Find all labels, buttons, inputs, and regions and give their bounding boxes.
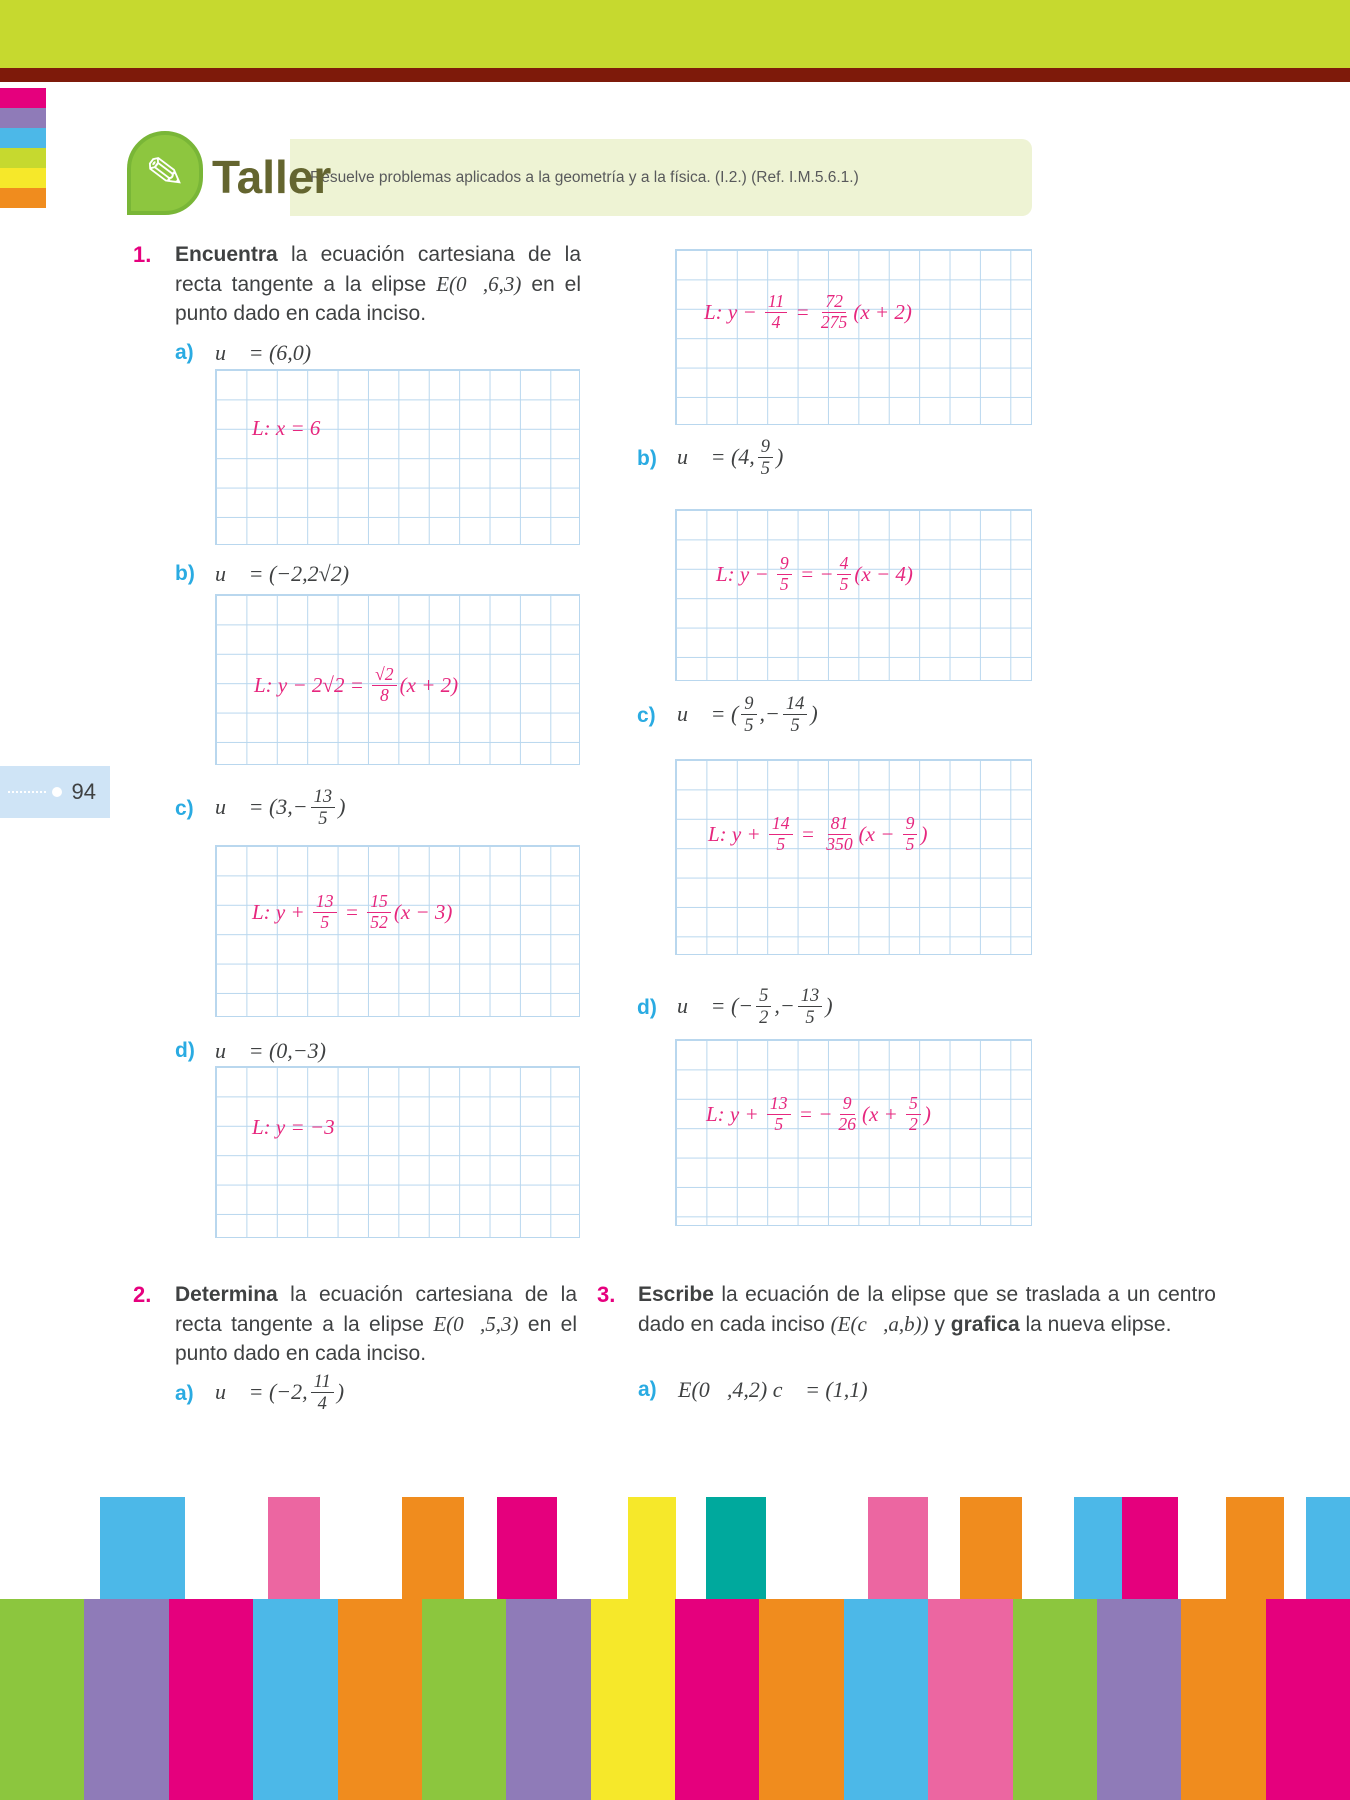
answer-1b: L: y − 2√2 = $\frac{√2}{8}$ (x + 2) [254,664,459,705]
footer-block [0,1599,84,1800]
item-1a-given: u⃗ = (6,0) [215,340,312,365]
answer-grid-rc [675,759,1032,955]
item-3a [638,1377,868,1403]
footer-block [868,1497,928,1599]
item-rd-label: d) [637,996,657,1020]
item-1c-label: c) [175,797,194,821]
footer-block [402,1497,464,1599]
item-rc-given: u⃗ = ( $\frac{9}{5}$ ,− $\frac{14}{5}$ ) [677,693,818,735]
footer-block [84,1599,168,1800]
fraction: $\frac{15}{52}$ [367,892,391,933]
footer-block [1097,1599,1181,1800]
fraction: $\frac{81}{350}$ [826,813,853,854]
footer-block [422,1599,506,1800]
exercise2-number: 2. [133,1282,152,1307]
footer-block [1181,1599,1265,1800]
footer-block [268,1497,320,1599]
item-rd [637,987,833,1029]
skill-banner [290,139,1032,216]
answer-grid-rd [675,1039,1032,1226]
answer-1c: L: y + $\frac{13}{5}$ = $\frac{15}{52}$ (x − 3) [252,891,453,932]
footer-top-row [0,1497,1350,1599]
exercise3-text3: la nueva elipse. [1019,1312,1172,1336]
footer-block [1122,1497,1178,1599]
answer-rc: L: y + $\frac{14}{5}$ = $\frac{81}{350}$ (x − $\frac{9}{5}$ ) [708,813,928,854]
footer-block [338,1599,422,1800]
fraction: $\frac{72}{275}$ [820,291,848,332]
item-rd-given: u⃗ = (− $\frac{5}{2}$ ,− $\frac{13}{5}$ ) [677,985,833,1027]
exercise3-lead2: grafica [950,1312,1020,1336]
exercise1-intro [175,241,581,329]
exercise1-number: 1. [133,242,152,267]
exercise1-inline-math: E(0⃗,6,3) [436,271,522,296]
footer-block [628,1497,676,1599]
fraction: $\frac{4}{5}$ [837,554,852,595]
fraction: $\frac{11}{4}$ [311,1371,334,1413]
fraction: $\frac{13}{5}$ [767,1094,791,1135]
item-2a [175,1373,344,1415]
item-1c-given: u⃗ = (3,− $\frac{13}{5}$ ) [215,786,346,828]
item-2a-given: u⃗ = (−2, $\frac{11}{4}$ ) [215,1371,345,1413]
footer-block [169,1599,253,1800]
item-2a-label: a) [175,1382,194,1406]
answer-grid-1a [215,369,580,545]
answer-grid-1b [215,594,580,765]
footer-block [844,1599,928,1800]
answer-r0: L: y − $\frac{11}{4}$ = $\frac{72}{275}$ (x + 2) [704,291,912,332]
footer-block [675,1599,759,1800]
edge-tab [0,168,46,188]
fraction: $\frac{13}{5}$ [313,892,337,933]
item-1a [175,340,311,366]
exercise2-inline-math: E(0⃗,5,3) [433,1311,519,1336]
fraction: $\frac{5}{2}$ [756,985,771,1027]
edge-tab [0,188,46,208]
fraction: $\frac{9}{5}$ [903,814,918,855]
exercise3-number: 3. [597,1282,616,1307]
fraction: $\frac{14}{5}$ [783,693,807,735]
edge-tab [0,88,46,108]
skill-banner-text: Resuelve problemas aplicados a la geometría y a la física. (I.2.) (Ref. I.M.5.6.1.) [310,168,859,186]
item-1d [175,1038,326,1064]
taller-badge [127,131,203,215]
answer-grid-rb [675,509,1032,681]
footer-block [591,1599,675,1800]
edge-tab [0,108,46,128]
top-accent-stripe [0,68,1350,82]
item-rb-label: b) [637,447,657,471]
item-3a-given: E(0⃗,4,2) c⃗ = (1,1) [678,1377,868,1402]
exercise3-intro [638,1281,1216,1340]
pencil-icon: ✎ [142,144,188,202]
page-number-badge [0,766,110,818]
item-1d-label: d) [175,1039,195,1062]
fraction: $\frac{9}{26}$ [838,1093,857,1134]
exercise1-text1: la ecuación cartesiana de la recta tangente a la elipse [175,243,581,296]
fraction: $\frac{13}{5}$ [311,786,335,828]
exercise3-lead: Escribe [638,1283,714,1306]
fraction: $\frac{13}{5}$ [798,985,822,1027]
footer-decoration [0,1497,1350,1800]
exercise2-lead: Determina [175,1283,278,1306]
exercise3-text1: la ecuación de la elipse que se traslada a un centro dado en cada inciso [638,1283,1216,1336]
footer-block [928,1599,1012,1800]
top-bar [0,0,1350,68]
item-1b-label: b) [175,562,195,585]
fraction: $\frac{9}{5}$ [758,436,773,478]
fraction: $\frac{√2}{8}$ [372,665,397,706]
footer-block [506,1599,590,1800]
item-1a-label: a) [175,341,194,364]
exercise3-inline-math: (E(c⃗,a,b)) [830,1311,929,1336]
answer-1a: L: x = 6 [252,416,321,440]
page-title: Taller [212,151,332,203]
footer-block [706,1497,766,1599]
answer-grid-1d [215,1066,580,1238]
footer-block [759,1599,843,1800]
answer-rd: L: y + $\frac{13}{5}$ = − $\frac{9}{26}$ (x + $\frac{5}{2}$ ) [706,1093,931,1134]
exercise1-text2: en el punto dado en cada inciso. [175,272,581,325]
fraction: $\frac{9}{5}$ [741,693,756,735]
answer-rb: L: y − $\frac{9}{5}$ = − $\frac{4}{5}$ (x − 4) [716,553,913,594]
fraction: $\frac{9}{5}$ [777,554,792,595]
footer-block [1226,1497,1284,1599]
item-rc-label: c) [637,704,656,728]
exercise3-text2: y [928,1312,951,1336]
footer-block [1306,1497,1350,1599]
footer-block [253,1599,337,1800]
item-rc [637,695,818,737]
fraction: $\frac{14}{5}$ [769,814,793,855]
item-1b-given: u⃗ = (−2,2√2) [215,561,350,586]
footer-block [1074,1497,1122,1599]
edge-tab [0,128,46,148]
page-number: 94 [71,779,96,804]
item-rb [637,438,783,480]
exercise2-text1: la ecuación cartesiana de la recta tangente a la elipse [175,1283,577,1336]
exercise1-lead: Encuentra [175,243,278,266]
fraction: $\frac{11}{4}$ [765,292,787,333]
answer-1d: L: y = −3 [252,1115,335,1139]
footer-block [960,1497,1022,1599]
exercise2-intro [175,1281,577,1369]
item-1d-given: u⃗ = (0,−3) [215,1038,326,1063]
footer-bottom-row [0,1599,1350,1800]
edge-tabs [0,88,46,208]
footer-block [1266,1599,1350,1800]
fraction: $\frac{5}{2}$ [906,1094,921,1135]
footer-block [100,1497,185,1599]
item-3a-label: a) [638,1378,657,1401]
leader-dot [52,787,62,797]
item-rb-given: u⃗ = (4, $\frac{9}{5}$ ) [677,436,784,478]
item-1b [175,561,349,587]
item-1c [175,788,345,830]
footer-block [1013,1599,1097,1800]
answer-grid-r0 [675,249,1032,425]
dotted-leader [8,791,46,793]
footer-block [497,1497,557,1599]
answer-grid-1c [215,845,580,1017]
exercise2-text2: en el punto dado en cada inciso. [175,1312,578,1365]
edge-tab [0,148,46,168]
